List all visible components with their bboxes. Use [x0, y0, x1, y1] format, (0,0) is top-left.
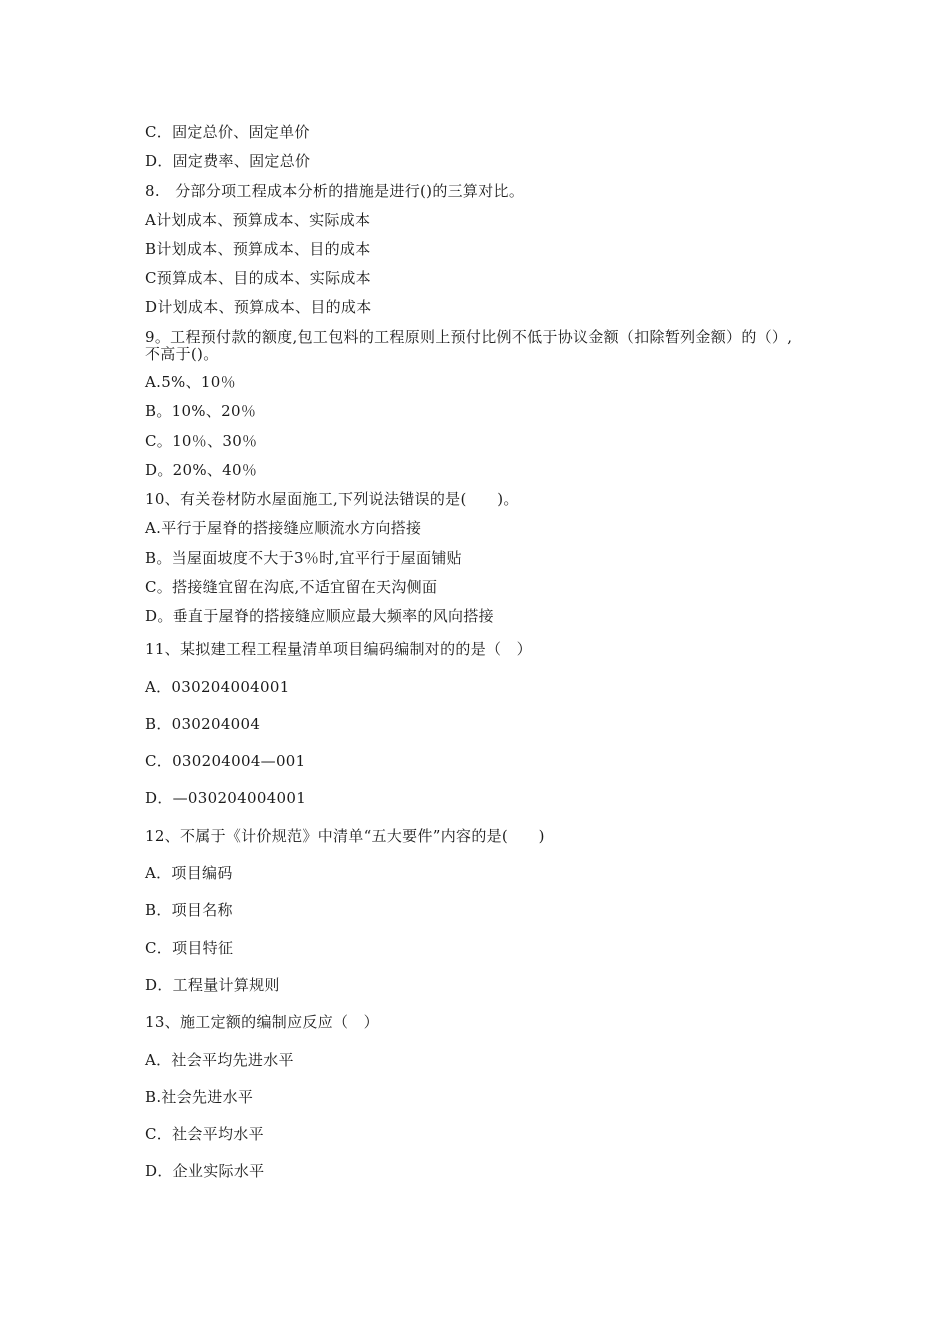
q11-question: 11、某拟建工程工程量清单项目编码编制对的的是（ ）	[145, 640, 532, 658]
q10-option-b: B。当屋面坡度不大于3％时,宜平行于屋面铺贴	[145, 549, 462, 567]
q12-option-d: D．工程量计算规则	[145, 976, 280, 994]
q8-option-c: C预算成本、目的成本、实际成本	[145, 269, 371, 287]
q7-option-d: D．固定费率、固定总价	[145, 152, 311, 170]
q9-question: 9。工程预付款的额度,包工包料的工程原则上预付比例不低于协议金额（扣除暂列金额）的（）,不高于()。	[145, 328, 793, 363]
q9-option-d: D。20%、40％	[145, 461, 258, 479]
q12-question: 12、不属于《计价规范》中清单“五大要件”内容的是( )	[145, 827, 545, 845]
q11-option-c: C．030204004—001	[145, 752, 306, 770]
q7-option-c: C．固定总价、固定单价	[145, 123, 310, 141]
q11-option-d: D．—030204004001	[145, 789, 307, 807]
q10-option-c: C。搭接缝宜留在沟底,不适宜留在天沟侧面	[145, 578, 438, 596]
q13-option-c: C．社会平均水平	[145, 1125, 264, 1143]
q9-option-b: B。10%、20％	[145, 402, 257, 420]
q10-question: 10、有关卷材防水屋面施工,下列说法错误的是( )。	[145, 490, 519, 508]
q13-option-b: B.社会先进水平	[145, 1088, 254, 1106]
q9-option-c: C。10％、30％	[145, 432, 258, 450]
q13-question: 13、施工定额的编制应反应（ ）	[145, 1013, 379, 1031]
q13-option-d: D．企业实际水平	[145, 1162, 265, 1180]
q10-option-a: A.平行于屋脊的搭接缝应顺流水方向搭接	[145, 519, 422, 537]
q10-option-d: D。垂直于屋脊的搭接缝应顺应最大频率的风向搭接	[145, 607, 494, 625]
q9-option-a: A.5%、10％	[145, 373, 236, 391]
q12-option-b: B．项目名称	[145, 901, 233, 919]
q8-question: 8. 分部分项工程成本分析的措施是进行()的三算对比。	[145, 182, 525, 200]
q13-option-a: A．社会平均先进水平	[145, 1051, 294, 1069]
q8-option-d: D计划成本、预算成本、目的成本	[145, 298, 372, 316]
q8-option-b: B计划成本、预算成本、目的成本	[145, 240, 371, 258]
q12-option-a: A．项目编码	[145, 864, 233, 882]
q11-option-a: A．030204004001	[145, 678, 290, 696]
q8-option-a: A计划成本、预算成本、实际成本	[145, 211, 371, 229]
q12-option-c: C．项目特征	[145, 939, 234, 957]
q11-option-b: B．030204004	[145, 715, 261, 733]
